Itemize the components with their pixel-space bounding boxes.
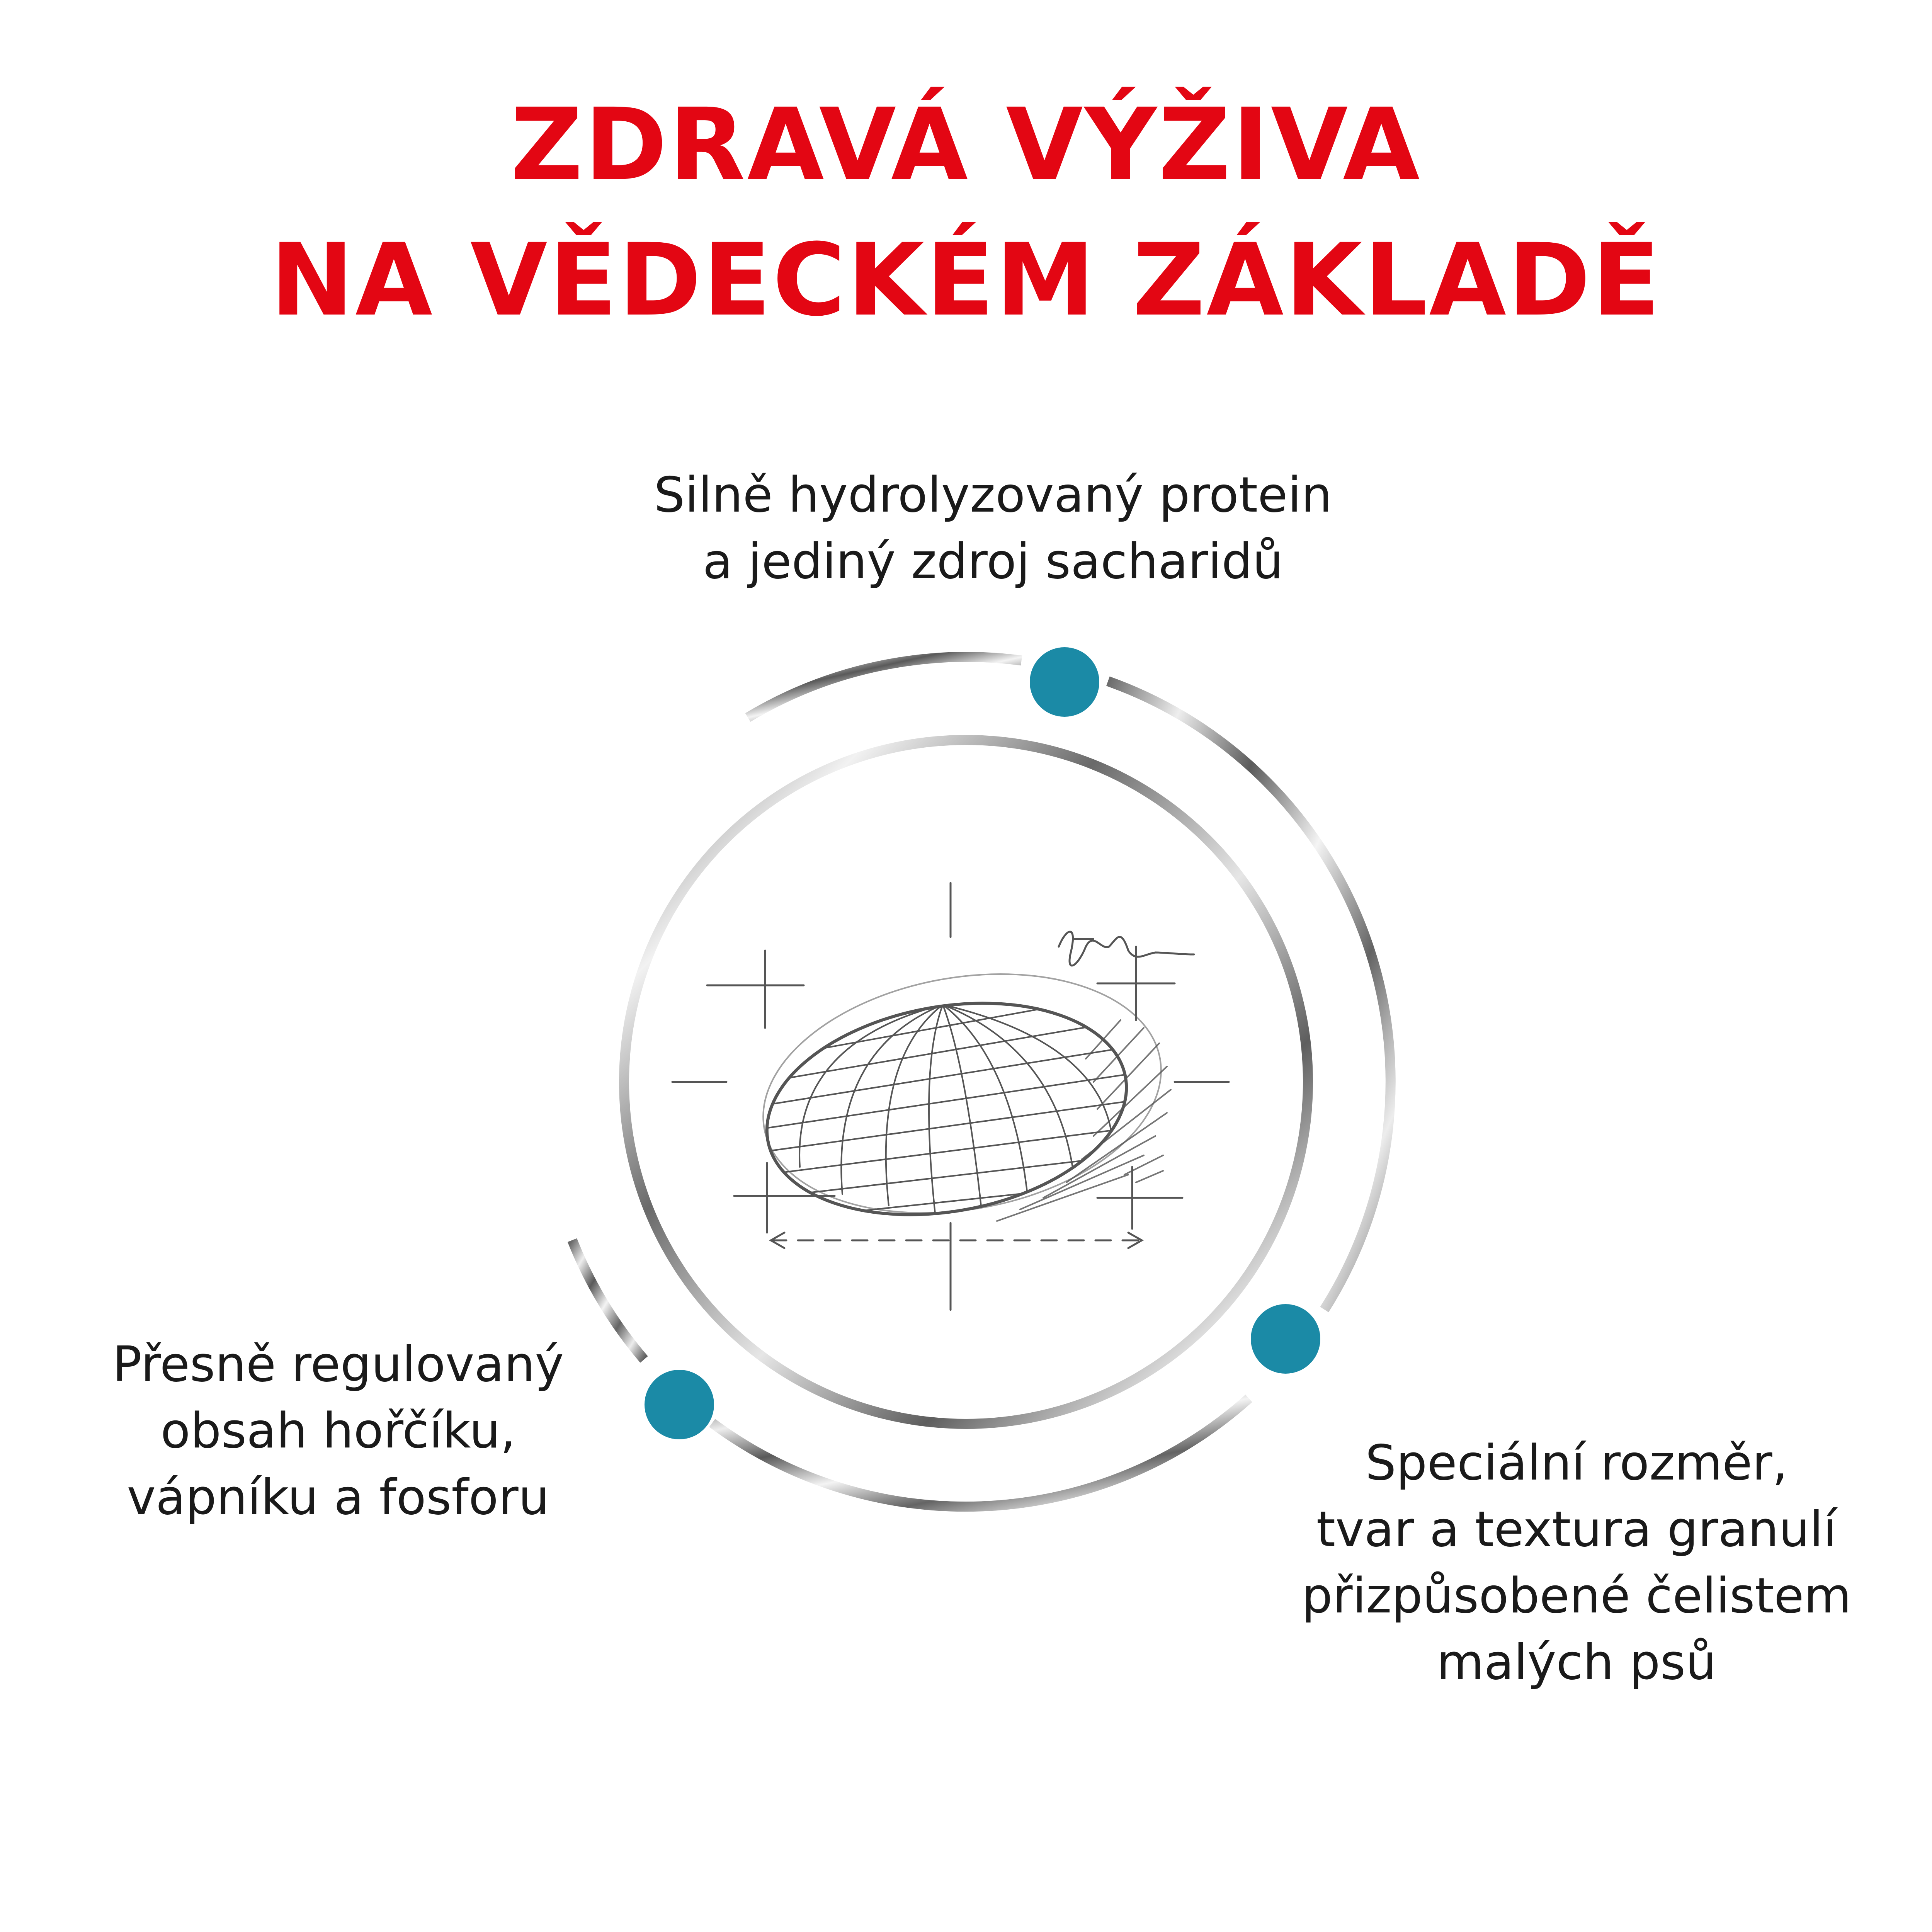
feature-left-line-1: Přesně regulovaný: [112, 1336, 564, 1393]
feature-right-line-4: malých psů: [1436, 1634, 1717, 1690]
feature-top-line-1: Silně hydrolyzovaný protein: [654, 466, 1332, 523]
title-line-2: NA VĚDECKÉM ZÁKLADĚ: [270, 222, 1662, 338]
outer-arc-right: [1108, 681, 1390, 1310]
feature-right-line-2: tvar a textura granulí: [1316, 1501, 1837, 1558]
title-line-1: ZDRAVÁ VÝŽIVA: [510, 87, 1422, 203]
feature-right-line-1: Speciální rozměr,: [1365, 1434, 1788, 1491]
feature-top-line-2: a jediný zdroj sacharidů: [702, 533, 1284, 590]
feature-kibble-shape: [1267, 1430, 1886, 1696]
outer-arc-bottom: [712, 1398, 1249, 1507]
outer-arc-top: [748, 657, 1021, 718]
feature-left-line-3: vápníku a fosforu: [127, 1469, 549, 1526]
feature-right-line-3: přizpůsobené čelistem: [1301, 1567, 1852, 1624]
kibble-sketch-icon: [672, 883, 1229, 1310]
feature-left-line-2: obsah hořčíku,: [160, 1402, 516, 1459]
feature-dot-icon: [1251, 1304, 1320, 1374]
feature-hydrolyzed-protein: [634, 462, 1352, 595]
feature-mineral-control: [58, 1331, 618, 1531]
feature-dot-icon: [1030, 647, 1099, 717]
feature-dot-icon: [645, 1370, 714, 1439]
